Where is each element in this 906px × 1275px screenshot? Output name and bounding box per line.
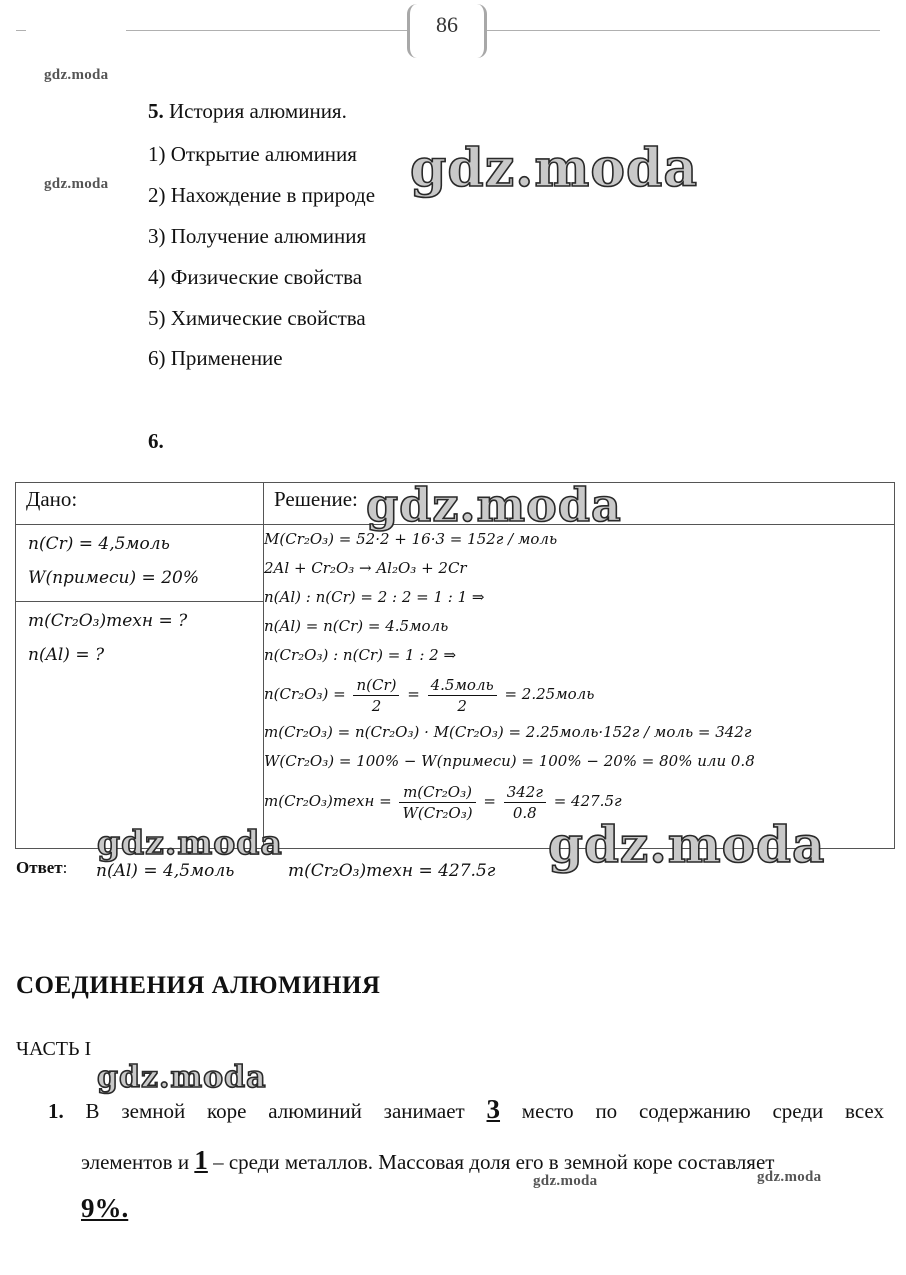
task5-item: 2) Нахождение в природе <box>148 183 376 207</box>
question-1-line-2: элементов и 1 – среди металлов. Массовая доля его в земной коре составляет <box>81 1145 775 1175</box>
task6-number: 6. <box>148 429 164 453</box>
watermark-small: gdz.moda <box>533 1173 598 1189</box>
watermark-small: gdz.moda <box>44 176 109 192</box>
watermark-large: gdz.moda <box>97 1060 267 1095</box>
solution-line: n(Al) = n(Cr) = 4.5моль <box>264 617 449 635</box>
solution-header: Решение: <box>264 483 895 525</box>
fraction: $\frac{342г}{0.8}$ <box>504 782 546 823</box>
fraction: $\frac{\text{4.5моль}}{2}$ <box>428 675 497 716</box>
answer-fill: 9%. <box>81 1193 129 1223</box>
header-rule-left-stub <box>16 30 26 31</box>
solution-fraction-line: n(Cr₂O₃) = $\frac{n(Cr)}{2}$ = $\frac{\text{4.5моль}}{2}$ = 2.25моль <box>264 675 595 715</box>
section-title: СОЕДИНЕНИЯ АЛЮМИНИЯ <box>16 972 381 999</box>
solution-cell <box>264 525 895 849</box>
find-line: m(Cr₂O₃)техн = ? <box>28 611 188 631</box>
answer-line: Ответ: <box>16 858 68 877</box>
answer-fill: 3 <box>486 1094 501 1124</box>
given-header: Дано: <box>16 483 264 525</box>
page-number: 86 <box>436 12 458 37</box>
given-cell <box>16 525 264 602</box>
watermark-large: gdz.moda <box>410 138 699 199</box>
watermark-large: gdz.moda <box>548 815 826 874</box>
part-label: ЧАСТЬ I <box>16 1038 92 1060</box>
answer-value: m(Cr₂O₃)техн = 427.5г <box>288 861 496 881</box>
question-1-line-1: 1. В земной коре алюминий занимает 3 место по содержанию среди всех <box>48 1094 884 1124</box>
watermark-small: gdz.moda <box>757 1169 822 1185</box>
task5-item: 5) Химические свойства <box>148 306 366 330</box>
task5-item: 4) Физические свойства <box>148 265 363 289</box>
watermark-large: gdz.moda <box>97 823 283 862</box>
task5-heading <box>148 99 347 124</box>
watermark-large: gdz.moda <box>366 478 622 532</box>
task5-item: 1) Открытие алюминия <box>148 142 357 166</box>
header-rule-left <box>126 30 407 31</box>
question-1-line-3 <box>81 1193 906 1224</box>
fraction: $\frac{\text{m(Cr₂O₃)}}{\text{W(Cr₂O₃)}}$ <box>399 782 475 823</box>
header-rule-right <box>487 30 880 31</box>
find-line: n(Al) = ? <box>28 645 105 665</box>
task5-number: 5. <box>148 99 164 123</box>
solution-line: n(Cr₂O₃) : n(Cr) = 1 : 2 ⇒ <box>264 646 457 664</box>
answer-fill: 1 <box>194 1145 208 1175</box>
watermark-small: gdz.moda <box>44 67 109 83</box>
task5-title: История алюминия. <box>169 99 347 123</box>
solution-line: n(Al) : n(Cr) = 2 : 2 = 1 : 1 ⇒ <box>264 588 485 606</box>
task5-item: 6) Применение <box>148 346 283 370</box>
question-number: 1. <box>48 1099 64 1123</box>
given-line: W(примеси) = 20% <box>28 568 199 588</box>
solution-line: W(Cr₂O₃) = 100% − W(примеси) = 100% − 20% = 80% или 0.8 <box>264 752 755 770</box>
solution-fraction-line: m(Cr₂O₃)техн = $\frac{\text{m(Cr₂O₃)}}{\text{W(Cr₂O₃)}}$ = $\frac{342г}{0.8}$ = 427.5г <box>264 782 622 822</box>
task6-table <box>15 482 895 849</box>
solution-line: m(Cr₂O₃) = n(Cr₂O₃) · M(Cr₂O₃) = 2.25моль·152г / моль = 342г <box>264 723 752 741</box>
answer-value: n(Al) = 4,5моль <box>96 861 235 881</box>
solution-line: 2Al + Cr₂O₃ → Al₂O₃ + 2Cr <box>264 559 467 577</box>
given-line: n(Cr) = 4,5моль <box>28 534 170 554</box>
find-cell <box>16 602 264 849</box>
fraction: $\frac{n(Cr)}{2}$ <box>353 675 399 716</box>
solution-line: M(Cr₂O₃) = 52·2 + 16·3 = 152г / моль <box>264 530 558 548</box>
task5-item: 3) Получение алюминия <box>148 224 367 248</box>
answer-label: Ответ <box>16 858 63 877</box>
